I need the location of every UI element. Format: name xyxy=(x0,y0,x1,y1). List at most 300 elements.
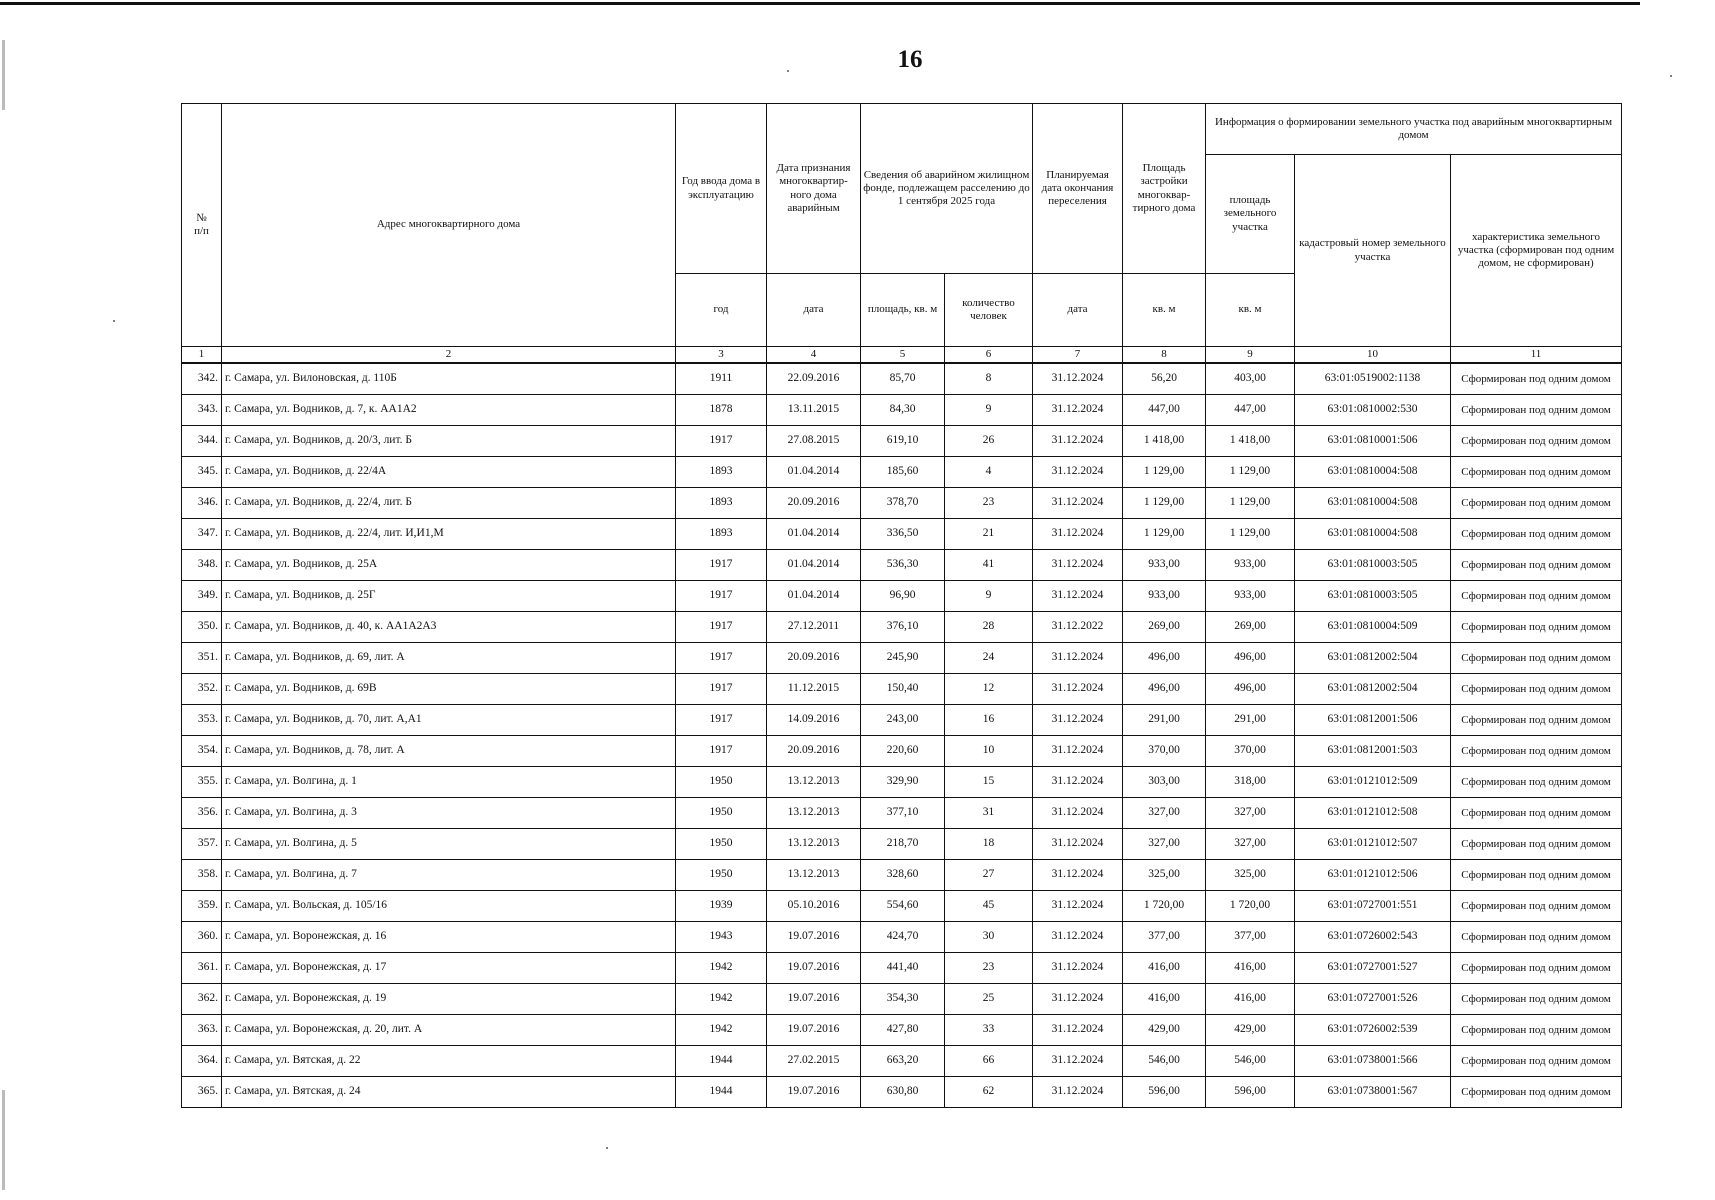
people-cell: 23 xyxy=(945,488,1033,519)
table-row xyxy=(182,581,1622,612)
status-cell: Сформирован под одним домом xyxy=(1451,457,1622,488)
table-row xyxy=(182,1046,1622,1077)
planned-date-cell: 31.12.2024 xyxy=(1033,363,1123,395)
people-cell: 9 xyxy=(945,395,1033,426)
area-cell: 663,20 xyxy=(861,1046,945,1077)
building-area-cell: 496,00 xyxy=(1123,674,1206,705)
address-cell: г. Самара, ул. Волгина, д. 7 xyxy=(222,860,676,891)
area-cell: 218,70 xyxy=(861,829,945,860)
cadastral-cell: 63:01:0121012:507 xyxy=(1295,829,1451,860)
planned-date-cell: 31.12.2024 xyxy=(1033,891,1123,922)
column-numbers-row xyxy=(182,347,1622,364)
column-number: 2 xyxy=(222,347,676,364)
year-cell: 1917 xyxy=(676,426,767,457)
land-area-cell: 1 418,00 xyxy=(1206,426,1295,457)
year-cell: 1942 xyxy=(676,984,767,1015)
planned-date-cell: 31.12.2024 xyxy=(1033,798,1123,829)
status-cell: Сформирован под одним домом xyxy=(1451,922,1622,953)
column-number: 7 xyxy=(1033,347,1123,364)
building-area-cell: 56,20 xyxy=(1123,363,1206,395)
year-cell: 1944 xyxy=(676,1046,767,1077)
table-row xyxy=(182,767,1622,798)
planned-date-cell: 31.12.2024 xyxy=(1033,984,1123,1015)
address-cell: г. Самара, ул. Водников, д. 20/3, лит. Б xyxy=(222,426,676,457)
building-area-cell: 416,00 xyxy=(1123,984,1206,1015)
area-cell: 220,60 xyxy=(861,736,945,767)
date-cell: 27.08.2015 xyxy=(767,426,861,457)
year-cell: 1878 xyxy=(676,395,767,426)
status-cell: Сформирован под одним домом xyxy=(1451,519,1622,550)
planned-date-cell: 31.12.2024 xyxy=(1033,1015,1123,1046)
people-cell: 24 xyxy=(945,643,1033,674)
land-area-cell: 1 129,00 xyxy=(1206,488,1295,519)
people-cell: 41 xyxy=(945,550,1033,581)
cadastral-cell: 63:01:0519002:1138 xyxy=(1295,363,1451,395)
table-row xyxy=(182,519,1622,550)
cadastral-cell: 63:01:0810004:508 xyxy=(1295,457,1451,488)
table-row xyxy=(182,922,1622,953)
land-area-cell: 496,00 xyxy=(1206,643,1295,674)
status-cell: Сформирован под одним домом xyxy=(1451,1077,1622,1108)
cadastral-cell: 63:01:0810004:508 xyxy=(1295,519,1451,550)
planned-date-cell: 31.12.2024 xyxy=(1033,488,1123,519)
top-border-line xyxy=(0,2,1640,5)
area-cell: 329,90 xyxy=(861,767,945,798)
planned-date-cell: 31.12.2024 xyxy=(1033,519,1123,550)
area-cell: 85,70 xyxy=(861,363,945,395)
column-number: 9 xyxy=(1206,347,1295,364)
planned-date-cell: 31.12.2024 xyxy=(1033,581,1123,612)
people-cell: 10 xyxy=(945,736,1033,767)
building-area-cell: 933,00 xyxy=(1123,550,1206,581)
planned-date-cell: 31.12.2022 xyxy=(1033,612,1123,643)
building-area-cell: 291,00 xyxy=(1123,705,1206,736)
status-cell: Сформирован под одним домом xyxy=(1451,798,1622,829)
column-number: 1 xyxy=(182,347,222,364)
address-cell: г. Самара, ул. Водников, д. 40, к. АА1А2А3 xyxy=(222,612,676,643)
planned-date-cell: 31.12.2024 xyxy=(1033,395,1123,426)
year-cell: 1942 xyxy=(676,1015,767,1046)
status-cell: Сформирован под одним домом xyxy=(1451,705,1622,736)
cadastral-cell: 63:01:0810004:509 xyxy=(1295,612,1451,643)
date-cell: 19.07.2016 xyxy=(767,953,861,984)
land-area-cell: 447,00 xyxy=(1206,395,1295,426)
address-cell: г. Самара, ул. Воронежская, д. 20, лит. А xyxy=(222,1015,676,1046)
land-area-cell: 546,00 xyxy=(1206,1046,1295,1077)
area-cell: 84,30 xyxy=(861,395,945,426)
status-cell: Сформирован под одним домом xyxy=(1451,674,1622,705)
planned-date-cell: 31.12.2024 xyxy=(1033,736,1123,767)
area-cell: 185,60 xyxy=(861,457,945,488)
land-area-cell: 933,00 xyxy=(1206,581,1295,612)
address-cell: г. Самара, ул. Волгина, д. 5 xyxy=(222,829,676,860)
area-cell: 376,10 xyxy=(861,612,945,643)
row-number: 365. xyxy=(182,1077,222,1108)
row-number: 346. xyxy=(182,488,222,519)
table-row xyxy=(182,426,1622,457)
cadastral-cell: 63:01:0738001:566 xyxy=(1295,1046,1451,1077)
cadastral-cell: 63:01:0810001:506 xyxy=(1295,426,1451,457)
cadastral-cell: 63:01:0810003:505 xyxy=(1295,550,1451,581)
building-area-cell: 416,00 xyxy=(1123,953,1206,984)
address-cell: г. Самара, ул. Водников, д. 22/4, лит. И,И1,М xyxy=(222,519,676,550)
land-area-cell: 1 129,00 xyxy=(1206,457,1295,488)
status-cell: Сформирован под одним домом xyxy=(1451,612,1622,643)
column-number: 5 xyxy=(861,347,945,364)
table-row xyxy=(182,798,1622,829)
date-cell: 27.02.2015 xyxy=(767,1046,861,1077)
people-cell: 9 xyxy=(945,581,1033,612)
unit-date: дата xyxy=(767,274,861,347)
people-cell: 28 xyxy=(945,612,1033,643)
planned-date-cell: 31.12.2024 xyxy=(1033,860,1123,891)
header-row-number: № п/п xyxy=(182,104,222,347)
land-area-cell: 933,00 xyxy=(1206,550,1295,581)
cadastral-cell: 63:01:0727001:527 xyxy=(1295,953,1451,984)
area-cell: 377,10 xyxy=(861,798,945,829)
table-row xyxy=(182,705,1622,736)
row-number: 350. xyxy=(182,612,222,643)
header-cadastral-number: кадастровый номер земельного участка xyxy=(1295,155,1451,347)
building-area-cell: 1 129,00 xyxy=(1123,488,1206,519)
address-cell: г. Самара, ул. Вольская, д. 105/16 xyxy=(222,891,676,922)
status-cell: Сформирован под одним домом xyxy=(1451,953,1622,984)
table-row xyxy=(182,363,1622,395)
land-area-cell: 416,00 xyxy=(1206,953,1295,984)
land-area-cell: 291,00 xyxy=(1206,705,1295,736)
year-cell: 1893 xyxy=(676,519,767,550)
cadastral-cell: 63:01:0121012:506 xyxy=(1295,860,1451,891)
row-number: 357. xyxy=(182,829,222,860)
date-cell: 20.09.2016 xyxy=(767,488,861,519)
area-cell: 336,50 xyxy=(861,519,945,550)
header-building-area: Площадь застройки многоквар-тирного дома xyxy=(1123,104,1206,274)
row-number: 354. xyxy=(182,736,222,767)
address-cell: г. Самара, ул. Волгина, д. 3 xyxy=(222,798,676,829)
status-cell: Сформирован под одним домом xyxy=(1451,550,1622,581)
planned-date-cell: 31.12.2024 xyxy=(1033,550,1123,581)
header-date-recognized: Дата признания многоквартир-ного дома аварийным xyxy=(767,104,861,274)
row-number: 347. xyxy=(182,519,222,550)
column-number: 3 xyxy=(676,347,767,364)
unit-building-area: кв. м xyxy=(1123,274,1206,347)
row-number: 351. xyxy=(182,643,222,674)
header-address: Адрес многоквартирного дома xyxy=(222,104,676,347)
people-cell: 16 xyxy=(945,705,1033,736)
people-cell: 15 xyxy=(945,767,1033,798)
date-cell: 22.09.2016 xyxy=(767,363,861,395)
land-area-cell: 318,00 xyxy=(1206,767,1295,798)
date-cell: 19.07.2016 xyxy=(767,1015,861,1046)
people-cell: 18 xyxy=(945,829,1033,860)
land-area-cell: 416,00 xyxy=(1206,984,1295,1015)
building-area-cell: 933,00 xyxy=(1123,581,1206,612)
date-cell: 13.12.2013 xyxy=(767,860,861,891)
cadastral-cell: 63:01:0812002:504 xyxy=(1295,674,1451,705)
address-cell: г. Самара, ул. Вилоновская, д. 110Б xyxy=(222,363,676,395)
year-cell: 1893 xyxy=(676,457,767,488)
area-cell: 354,30 xyxy=(861,984,945,1015)
date-cell: 13.12.2013 xyxy=(767,829,861,860)
table-row xyxy=(182,395,1622,426)
planned-date-cell: 31.12.2024 xyxy=(1033,457,1123,488)
building-area-cell: 1 129,00 xyxy=(1123,457,1206,488)
scan-artifact-dot xyxy=(606,1147,608,1149)
area-cell: 427,80 xyxy=(861,1015,945,1046)
building-area-cell: 370,00 xyxy=(1123,736,1206,767)
scan-artifact-dot xyxy=(787,70,789,72)
scan-edge-mark xyxy=(2,1090,5,1190)
people-cell: 27 xyxy=(945,860,1033,891)
area-cell: 619,10 xyxy=(861,426,945,457)
row-number: 359. xyxy=(182,891,222,922)
status-cell: Сформирован под одним домом xyxy=(1451,488,1622,519)
status-cell: Сформирован под одним домом xyxy=(1451,860,1622,891)
land-area-cell: 327,00 xyxy=(1206,798,1295,829)
year-cell: 1950 xyxy=(676,767,767,798)
year-cell: 1917 xyxy=(676,643,767,674)
year-cell: 1893 xyxy=(676,488,767,519)
year-cell: 1917 xyxy=(676,581,767,612)
people-cell: 33 xyxy=(945,1015,1033,1046)
header-land-character: характеристика земельного участка (сформирован под одним домом, не сформирован) xyxy=(1451,155,1622,347)
people-cell: 45 xyxy=(945,891,1033,922)
address-cell: г. Самара, ул. Водников, д. 69В xyxy=(222,674,676,705)
people-cell: 8 xyxy=(945,363,1033,395)
date-cell: 13.12.2013 xyxy=(767,798,861,829)
address-cell: г. Самара, ул. Водников, д. 78, лит. А xyxy=(222,736,676,767)
building-area-cell: 377,00 xyxy=(1123,922,1206,953)
area-cell: 536,30 xyxy=(861,550,945,581)
table-row xyxy=(182,953,1622,984)
planned-date-cell: 31.12.2024 xyxy=(1033,643,1123,674)
land-area-cell: 429,00 xyxy=(1206,1015,1295,1046)
building-area-cell: 429,00 xyxy=(1123,1015,1206,1046)
status-cell: Сформирован под одним домом xyxy=(1451,767,1622,798)
building-area-cell: 496,00 xyxy=(1123,643,1206,674)
status-cell: Сформирован под одним домом xyxy=(1451,736,1622,767)
planned-date-cell: 31.12.2024 xyxy=(1033,426,1123,457)
column-number: 8 xyxy=(1123,347,1206,364)
table-row xyxy=(182,891,1622,922)
people-cell: 31 xyxy=(945,798,1033,829)
address-cell: г. Самара, ул. Вятская, д. 24 xyxy=(222,1077,676,1108)
status-cell: Сформирован под одним домом xyxy=(1451,829,1622,860)
date-cell: 13.11.2015 xyxy=(767,395,861,426)
page-number: 16 xyxy=(897,46,923,73)
year-cell: 1950 xyxy=(676,829,767,860)
table-row xyxy=(182,736,1622,767)
scan-artifact-dot xyxy=(1670,75,1672,77)
table-row xyxy=(182,550,1622,581)
year-cell: 1942 xyxy=(676,953,767,984)
row-number: 361. xyxy=(182,953,222,984)
column-number: 4 xyxy=(767,347,861,364)
building-area-cell: 596,00 xyxy=(1123,1077,1206,1108)
header-planned-date: Планируемая дата окончания переселения xyxy=(1033,104,1123,274)
people-cell: 26 xyxy=(945,426,1033,457)
date-cell: 20.09.2016 xyxy=(767,643,861,674)
date-cell: 01.04.2014 xyxy=(767,550,861,581)
table-row xyxy=(182,829,1622,860)
year-cell: 1950 xyxy=(676,860,767,891)
date-cell: 01.04.2014 xyxy=(767,457,861,488)
building-area-cell: 546,00 xyxy=(1123,1046,1206,1077)
table-row xyxy=(182,488,1622,519)
status-cell: Сформирован под одним домом xyxy=(1451,395,1622,426)
planned-date-cell: 31.12.2024 xyxy=(1033,674,1123,705)
cadastral-cell: 63:01:0810002:530 xyxy=(1295,395,1451,426)
status-cell: Сформирован под одним домом xyxy=(1451,1015,1622,1046)
table-row xyxy=(182,612,1622,643)
planned-date-cell: 31.12.2024 xyxy=(1033,767,1123,798)
land-area-cell: 325,00 xyxy=(1206,860,1295,891)
year-cell: 1917 xyxy=(676,705,767,736)
building-area-cell: 327,00 xyxy=(1123,829,1206,860)
year-cell: 1950 xyxy=(676,798,767,829)
table-row xyxy=(182,1077,1622,1108)
date-cell: 13.12.2013 xyxy=(767,767,861,798)
people-cell: 23 xyxy=(945,953,1033,984)
date-cell: 01.04.2014 xyxy=(767,519,861,550)
area-cell: 554,60 xyxy=(861,891,945,922)
date-cell: 19.07.2016 xyxy=(767,1077,861,1108)
header-emergency-fund: Сведения об аварийном жилищном фонде, подлежащем расселению до 1 сентября 2025 года xyxy=(861,104,1033,274)
row-number: 344. xyxy=(182,426,222,457)
people-cell: 66 xyxy=(945,1046,1033,1077)
land-area-cell: 327,00 xyxy=(1206,829,1295,860)
cadastral-cell: 63:01:0121012:509 xyxy=(1295,767,1451,798)
status-cell: Сформирован под одним домом xyxy=(1451,363,1622,395)
land-area-cell: 596,00 xyxy=(1206,1077,1295,1108)
date-cell: 01.04.2014 xyxy=(767,581,861,612)
area-cell: 150,40 xyxy=(861,674,945,705)
area-cell: 96,90 xyxy=(861,581,945,612)
scan-edge-mark xyxy=(2,40,5,110)
cadastral-cell: 63:01:0726002:539 xyxy=(1295,1015,1451,1046)
cadastral-cell: 63:01:0812001:503 xyxy=(1295,736,1451,767)
unit-planned-date: дата xyxy=(1033,274,1123,347)
row-number: 356. xyxy=(182,798,222,829)
table-row xyxy=(182,457,1622,488)
row-number: 362. xyxy=(182,984,222,1015)
date-cell: 11.12.2015 xyxy=(767,674,861,705)
year-cell: 1917 xyxy=(676,736,767,767)
date-cell: 27.12.2011 xyxy=(767,612,861,643)
address-cell: г. Самара, ул. Водников, д. 7, к. АА1А2 xyxy=(222,395,676,426)
status-cell: Сформирован под одним домом xyxy=(1451,581,1622,612)
address-cell: г. Самара, ул. Водников, д. 25Г xyxy=(222,581,676,612)
building-area-cell: 325,00 xyxy=(1123,860,1206,891)
building-area-cell: 1 418,00 xyxy=(1123,426,1206,457)
status-cell: Сформирован под одним домом xyxy=(1451,643,1622,674)
unit-year: год xyxy=(676,274,767,347)
address-cell: г. Самара, ул. Водников, д. 69, лит. А xyxy=(222,643,676,674)
cadastral-cell: 63:01:0810004:508 xyxy=(1295,488,1451,519)
table-row xyxy=(182,860,1622,891)
cadastral-cell: 63:01:0121012:508 xyxy=(1295,798,1451,829)
area-cell: 245,90 xyxy=(861,643,945,674)
year-cell: 1917 xyxy=(676,550,767,581)
column-number: 6 xyxy=(945,347,1033,364)
area-cell: 378,70 xyxy=(861,488,945,519)
year-cell: 1939 xyxy=(676,891,767,922)
area-cell: 328,60 xyxy=(861,860,945,891)
row-number: 342. xyxy=(182,363,222,395)
date-cell: 19.07.2016 xyxy=(767,922,861,953)
planned-date-cell: 31.12.2024 xyxy=(1033,1046,1123,1077)
cadastral-cell: 63:01:0810003:505 xyxy=(1295,581,1451,612)
date-cell: 19.07.2016 xyxy=(767,984,861,1015)
cadastral-cell: 63:01:0738001:567 xyxy=(1295,1077,1451,1108)
date-cell: 05.10.2016 xyxy=(767,891,861,922)
status-cell: Сформирован под одним домом xyxy=(1451,1046,1622,1077)
date-cell: 20.09.2016 xyxy=(767,736,861,767)
year-cell: 1943 xyxy=(676,922,767,953)
building-area-cell: 303,00 xyxy=(1123,767,1206,798)
column-number: 11 xyxy=(1451,347,1622,364)
building-area-cell: 447,00 xyxy=(1123,395,1206,426)
year-cell: 1917 xyxy=(676,674,767,705)
unit-land-area: кв. м xyxy=(1206,274,1295,347)
address-cell: г. Самара, ул. Водников, д. 22/4А xyxy=(222,457,676,488)
row-number: 345. xyxy=(182,457,222,488)
status-cell: Сформирован под одним домом xyxy=(1451,891,1622,922)
header-land-area: площадь земельного участка xyxy=(1206,155,1295,274)
cadastral-cell: 63:01:0726002:543 xyxy=(1295,922,1451,953)
row-number: 349. xyxy=(182,581,222,612)
people-cell: 30 xyxy=(945,922,1033,953)
year-cell: 1911 xyxy=(676,363,767,395)
planned-date-cell: 31.12.2024 xyxy=(1033,953,1123,984)
building-area-cell: 327,00 xyxy=(1123,798,1206,829)
land-area-cell: 269,00 xyxy=(1206,612,1295,643)
emergency-housing-table xyxy=(181,103,1622,1108)
land-area-cell: 377,00 xyxy=(1206,922,1295,953)
land-area-cell: 1 720,00 xyxy=(1206,891,1295,922)
year-cell: 1917 xyxy=(676,612,767,643)
building-area-cell: 1 720,00 xyxy=(1123,891,1206,922)
table-row xyxy=(182,674,1622,705)
land-area-cell: 496,00 xyxy=(1206,674,1295,705)
table-row xyxy=(182,1015,1622,1046)
people-cell: 62 xyxy=(945,1077,1033,1108)
land-area-cell: 370,00 xyxy=(1206,736,1295,767)
address-cell: г. Самара, ул. Волгина, д. 1 xyxy=(222,767,676,798)
building-area-cell: 1 129,00 xyxy=(1123,519,1206,550)
people-cell: 21 xyxy=(945,519,1033,550)
row-number: 363. xyxy=(182,1015,222,1046)
date-cell: 14.09.2016 xyxy=(767,705,861,736)
address-cell: г. Самара, ул. Воронежская, д. 17 xyxy=(222,953,676,984)
row-number: 348. xyxy=(182,550,222,581)
header-land-info: Информация о формировании земельного участка под аварийным многоквартирным домом xyxy=(1206,104,1622,155)
planned-date-cell: 31.12.2024 xyxy=(1033,922,1123,953)
land-area-cell: 1 129,00 xyxy=(1206,519,1295,550)
address-cell: г. Самара, ул. Водников, д. 70, лит. А,А1 xyxy=(222,705,676,736)
cadastral-cell: 63:01:0727001:526 xyxy=(1295,984,1451,1015)
header-year-built: Год ввода дома в эксплуатацию xyxy=(676,104,767,274)
row-number: 353. xyxy=(182,705,222,736)
planned-date-cell: 31.12.2024 xyxy=(1033,1077,1123,1108)
unit-people: количество человек xyxy=(945,274,1033,347)
row-number: 343. xyxy=(182,395,222,426)
status-cell: Сформирован под одним домом xyxy=(1451,426,1622,457)
unit-area: площадь, кв. м xyxy=(861,274,945,347)
building-area-cell: 269,00 xyxy=(1123,612,1206,643)
address-cell: г. Самара, ул. Водников, д. 22/4, лит. Б xyxy=(222,488,676,519)
year-cell: 1944 xyxy=(676,1077,767,1108)
